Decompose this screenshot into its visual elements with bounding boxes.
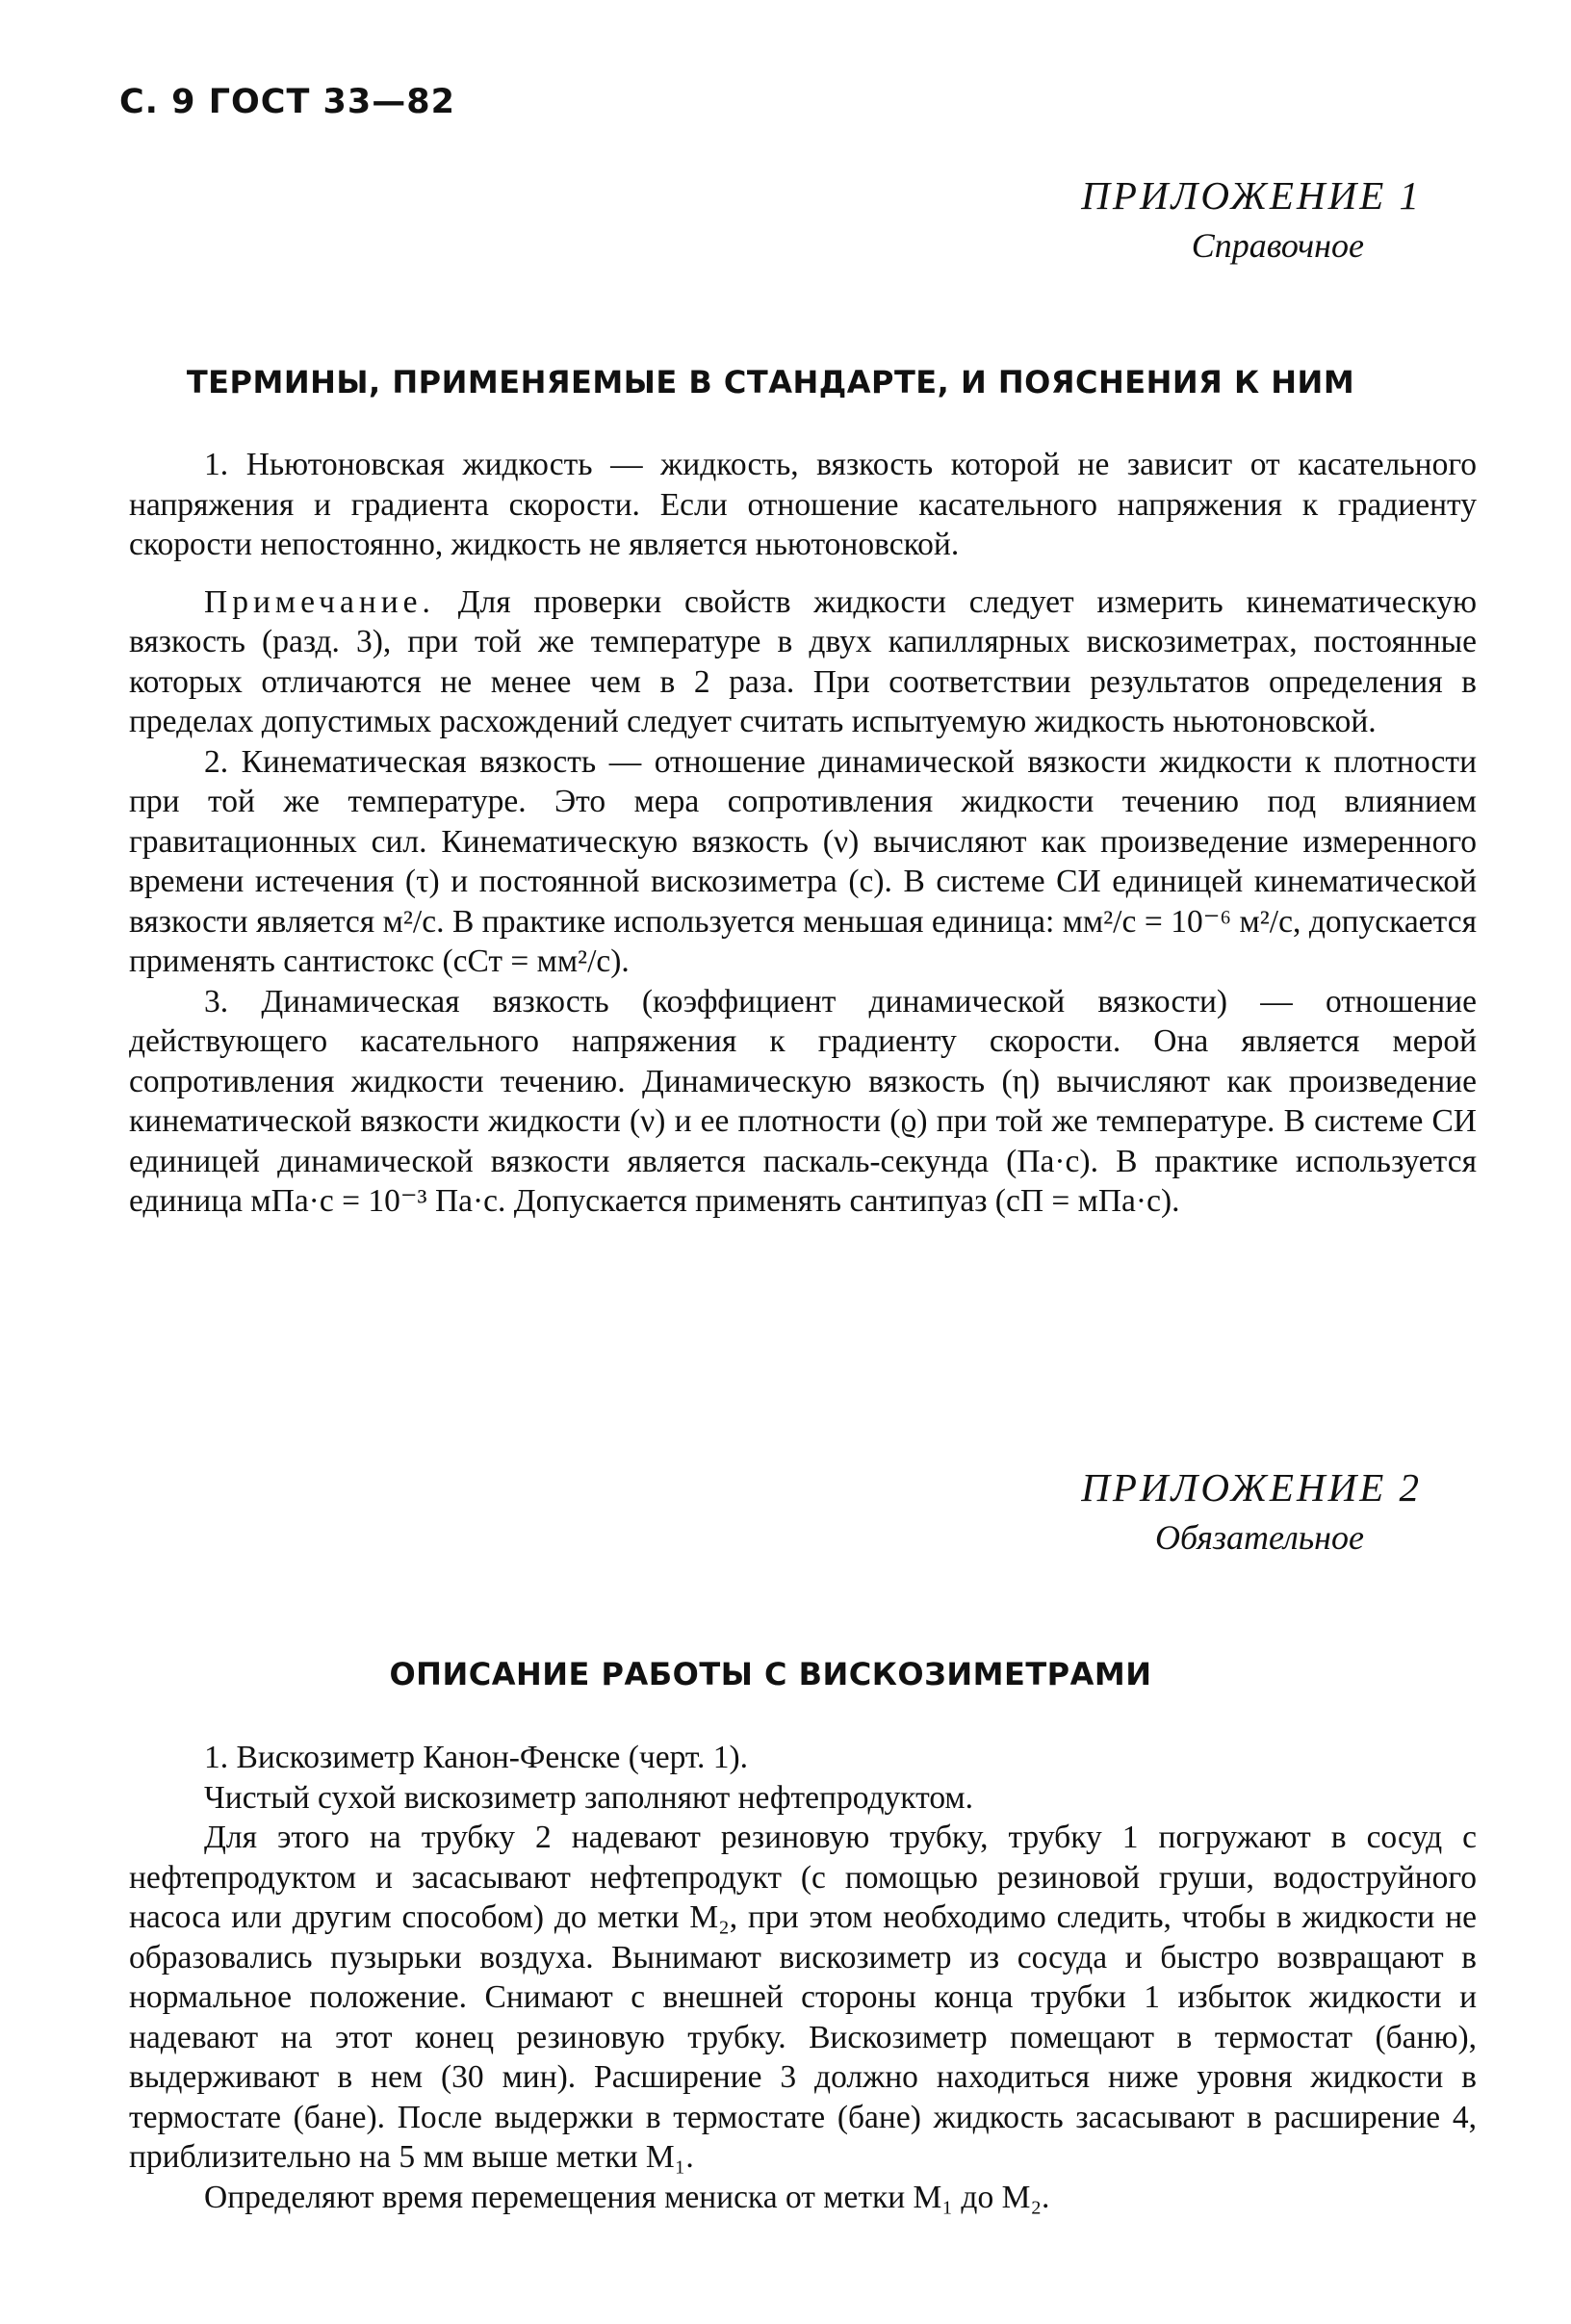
appendix2-body bbox=[129, 1738, 1477, 2217]
page-header: С. 9 ГОСТ 33—82 bbox=[119, 83, 455, 121]
term-newtonian: 1. Ньютоновская жидкость — жидкость, вязкость которой не зависит от касательного напряжения и градиента скорости. Если отношение касательного напряжения к градиенту скорости непостоянно, жидкость не является ньютоновской. bbox=[129, 447, 1477, 562]
note-paragraph bbox=[129, 582, 1477, 742]
appendix2-title: ОПИСАНИЕ РАБОТЫ С ВИСКОЗИМЕТРАМИ bbox=[389, 1656, 1152, 1692]
term-dynamic: 3. Динамическая вязкость (коэффициент динамической вязкости) — отношение действующего касательного напряжения к градиенту скорости. Она является мерой сопротивления жидкости течению. Динамическую вязкость (η) вычисляют как произведение кинематической вязкости жидкости (ν) и ее плотности (ϱ) при той же температуре. В системе СИ единицей динамической вязкости является паскаль-секунда (Па·с). В практике используется единица мПа·с = 10⁻³ Па·с. Допускается применять сантипуаз (сП = мПа·с). bbox=[129, 983, 1477, 1219]
appendix1-body bbox=[129, 445, 1477, 1222]
appendix1-label bbox=[1081, 169, 1422, 270]
appendix2-kind: Обязательное bbox=[1155, 1518, 1364, 1558]
appendix1-kind: Справочное bbox=[1191, 226, 1364, 266]
fill-procedure: Для этого на трубку 2 надевают резиновую трубку, трубку 1 погружают в сосуд с нефтепродуктом и засасывают нефтепродукт (с помощью резиновой груши, водоструйного насоса или другим способом) до метки M₂, при этом необходимо следить, чтобы в жидкости не образовались пузырьки воздуха. Вынимают вискозиметр из сосуда и быстро возвращают в нормальное положение. Снимают с внешней стороны конца трубки 1 избыток жидкости и надевают на этот конец резиновую трубку. Вискозиметр помещают в термостат (баню), выдерживают в нем (30 мин). Расширение 3 должно находиться ниже уровня жидкости в термостате (бане). После выдержки в термостате (бане) жидкость засасывают в расширение 4, приблизительно на 5 мм выше метки M₁. bbox=[129, 1820, 1477, 2175]
timing-statement: Определяют время перемещения мениска от метки M₁ до M₂. bbox=[204, 2179, 1050, 2215]
appendix2-label bbox=[1081, 1461, 1422, 1562]
appendix1-title: ТЕРМИНЫ, ПРИМЕНЯЕМЫЕ В СТАНДАРТЕ, И ПОЯСНЕНИЯ К НИМ bbox=[186, 364, 1355, 400]
appendix1-number: ПРИЛОЖЕНИЕ 1 bbox=[1081, 173, 1422, 218]
note-text: Для проверки свойств жидкости следует измерить кинематическую вязкость (разд. 3), при той же температуре в двух капиллярных вискозиметрах, постоянные которых отличаются не менее чем в 2 раза. При соответствии результатов определения в пределах допустимых расхождений следует считать испытуемую жидкость ньютоновской. bbox=[129, 583, 1478, 739]
appendix2-number: ПРИЛОЖЕНИЕ 2 bbox=[1081, 1465, 1422, 1510]
term-kinematic: 2. Кинематическая вязкость — отношение динамической вязкости жидкости к плотности при той же температуре. Это мера сопротивления жидкости течению под влиянием гравитационных сил. Кинематическую вязкость (ν) вычисляют как произведение измеренного времени истечения (τ) и постоянной вискозиметра (с). В системе СИ единицей кинематической вязкости является м²/с. В практике используется меньшая единица: мм²/с = 10⁻⁶ м²/с, допускается применять сантистокс (сСт = мм²/с). bbox=[129, 743, 1477, 979]
fill-statement: Чистый сухой вискозиметр заполняют нефтепродуктом. bbox=[204, 1779, 974, 1816]
note-label: Примечание. bbox=[204, 583, 435, 620]
viscometer-item: 1. Вискозиметр Канон-Фенске (черт. 1). bbox=[204, 1740, 749, 1775]
